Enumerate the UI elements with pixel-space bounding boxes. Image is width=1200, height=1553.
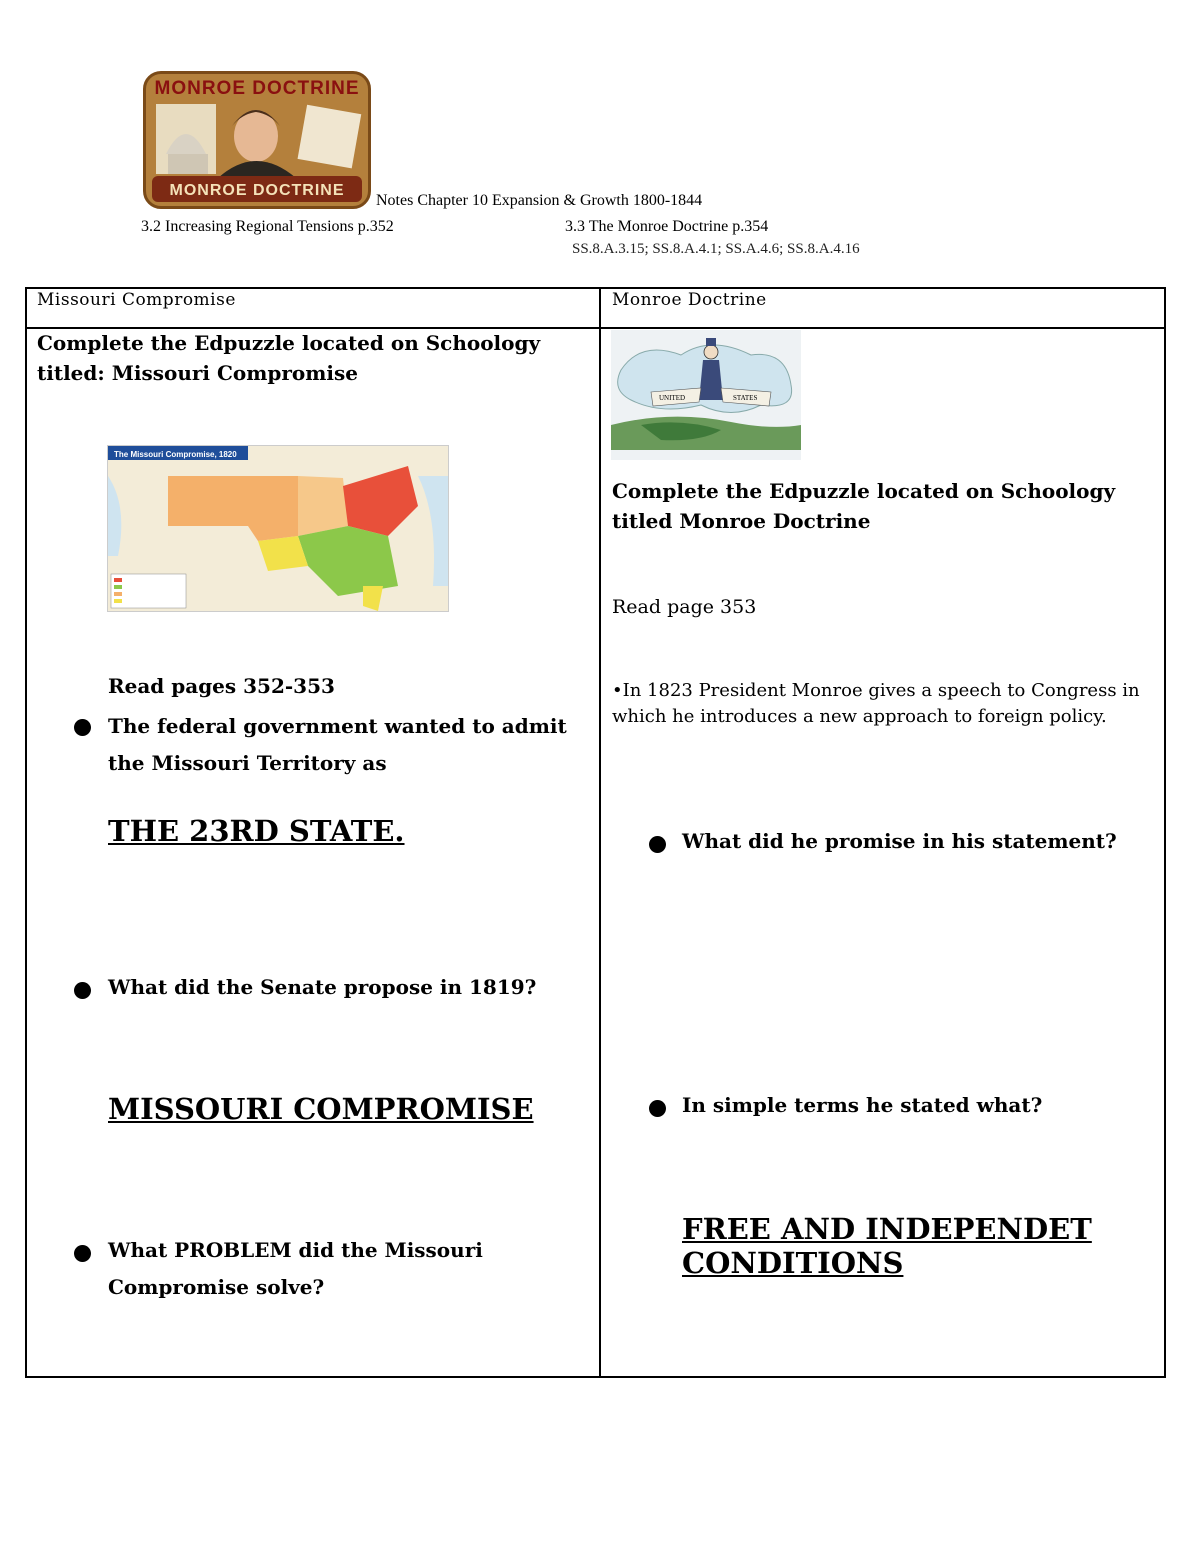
cartoon-label-right: STATES (733, 394, 758, 402)
monroe-doctrine-cartoon (611, 330, 801, 460)
left-column-heading: Missouri Compromise (37, 290, 236, 310)
bullet-icon (649, 836, 666, 853)
standards: SS.8.A.3.15; SS.8.A.4.1; SS.A.4.6; SS.8.A.4.16 (572, 241, 860, 257)
logo-bottom-text: MONROE DOCTRINE (169, 182, 345, 199)
left-question-2: What did the Senate propose in 1819? (108, 975, 537, 999)
left-question-3: What PROBLEM did the Missouri Compromise solve? (108, 1238, 483, 1299)
missouri-compromise-map (107, 445, 449, 612)
section-left: 3.2 Increasing Regional Tensions p.352 (141, 218, 394, 235)
missouri-compromise-map-graphic (108, 446, 448, 611)
bullet-icon (649, 1100, 666, 1117)
bullet-icon (74, 1245, 91, 1262)
logo-top-text: MONROE DOCTRINE (154, 78, 360, 99)
section-right: 3.3 The Monroe Doctrine p.354 (565, 218, 769, 235)
bullet-icon (74, 982, 91, 999)
left-reading: Read pages 352-353 (108, 674, 335, 698)
table-column-divider (599, 287, 601, 1378)
page-title: Notes Chapter 10 Expansion & Growth 1800-1844 (376, 192, 703, 209)
left-answer-1: THE 23RD STATE. (108, 814, 405, 848)
cartoon-label-left: UNITED (659, 394, 686, 402)
monroe-doctrine-logo (143, 71, 371, 209)
right-question-2: In simple terms he stated what? (682, 1093, 1043, 1117)
right-column-heading: Monroe Doctrine (612, 290, 767, 310)
right-paragraph: •In 1823 President Monroe gives a speech to Congress in which he introduces a new approach to foreign policy. (612, 680, 1140, 727)
left-answer-2: MISSOURI COMPROMISE (108, 1092, 534, 1126)
map-title: The Missouri Compromise, 1820 (114, 450, 237, 459)
left-instruction: Complete the Edpuzzle located on Schoology titled: Missouri Compromise (37, 331, 541, 385)
right-reading: Read page 353 (612, 596, 757, 618)
right-instruction: Complete the Edpuzzle located on Schoology titled Monroe Doctrine (612, 479, 1116, 533)
monroe-doctrine-cartoon-graphic (611, 330, 801, 460)
bullet-icon (74, 719, 91, 736)
left-question-1: The federal government wanted to admit the Missouri Territory as (108, 714, 567, 775)
right-question-1: What did he promise in his statement? (682, 829, 1117, 853)
right-answer-2: FREE AND INDEPENDET CONDITIONS (682, 1212, 1092, 1280)
